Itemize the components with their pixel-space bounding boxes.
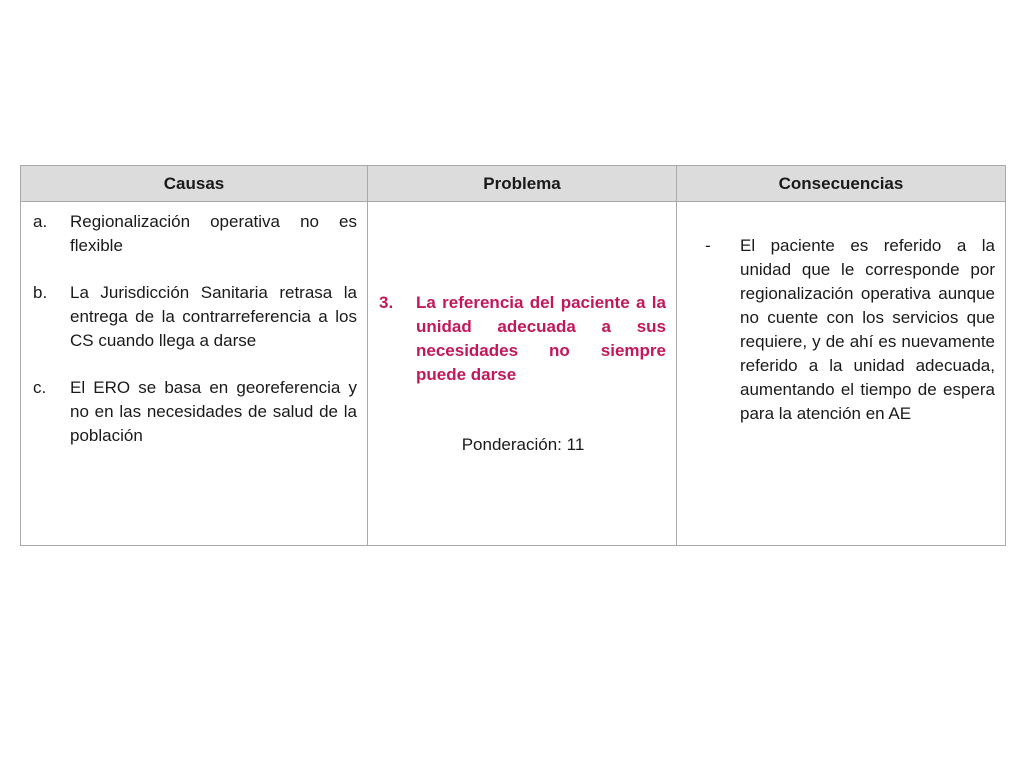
header-consecuencias: Consecuencias (677, 166, 1006, 202)
ponderacion-label: Ponderación: 11 (461, 435, 585, 454)
header-causas: Causas (21, 166, 368, 202)
causa-text: Regionalización operativa no es flexible (70, 212, 357, 255)
consecuencias-cell (677, 202, 1006, 546)
problema-cell (368, 202, 677, 546)
consecuencia-item (677, 202, 1005, 426)
header-problema: Problema (368, 166, 677, 202)
causa-item (33, 376, 357, 448)
causa-text: La Jurisdicción Sanitaria retrasa la entrega de la contrarreferencia a los CS cuando llega a darse (70, 283, 357, 350)
header-row (21, 166, 1006, 202)
problema-statement (368, 202, 676, 387)
content-row (21, 202, 1006, 546)
consecuencia-marker: - (705, 236, 711, 255)
consecuencia-text: El paciente es referido a la unidad que le corresponde por regionalización operativa aunque no cuente con los servicios que requiere, y de ahí es nuevamente referido a la unidad adecuada, aumentando el tiempo de espera para la atención en AE (740, 236, 995, 423)
causa-item (33, 210, 357, 258)
problema-text: La referencia del paciente a la unidad adecuada a sus necesidades no siempre puede darse (416, 293, 666, 384)
problema-marker: 3. (379, 293, 394, 312)
causa-marker: b. (33, 283, 48, 302)
causa-marker: a. (33, 212, 48, 231)
causa-text: El ERO se basa en georeferencia y no en las necesidades de salud de la población (70, 378, 357, 445)
causas-cell (21, 202, 368, 546)
causa-item (33, 281, 357, 353)
causas-list (21, 202, 367, 448)
problem-analysis-table (20, 165, 1006, 546)
causa-marker: c. (33, 378, 47, 397)
